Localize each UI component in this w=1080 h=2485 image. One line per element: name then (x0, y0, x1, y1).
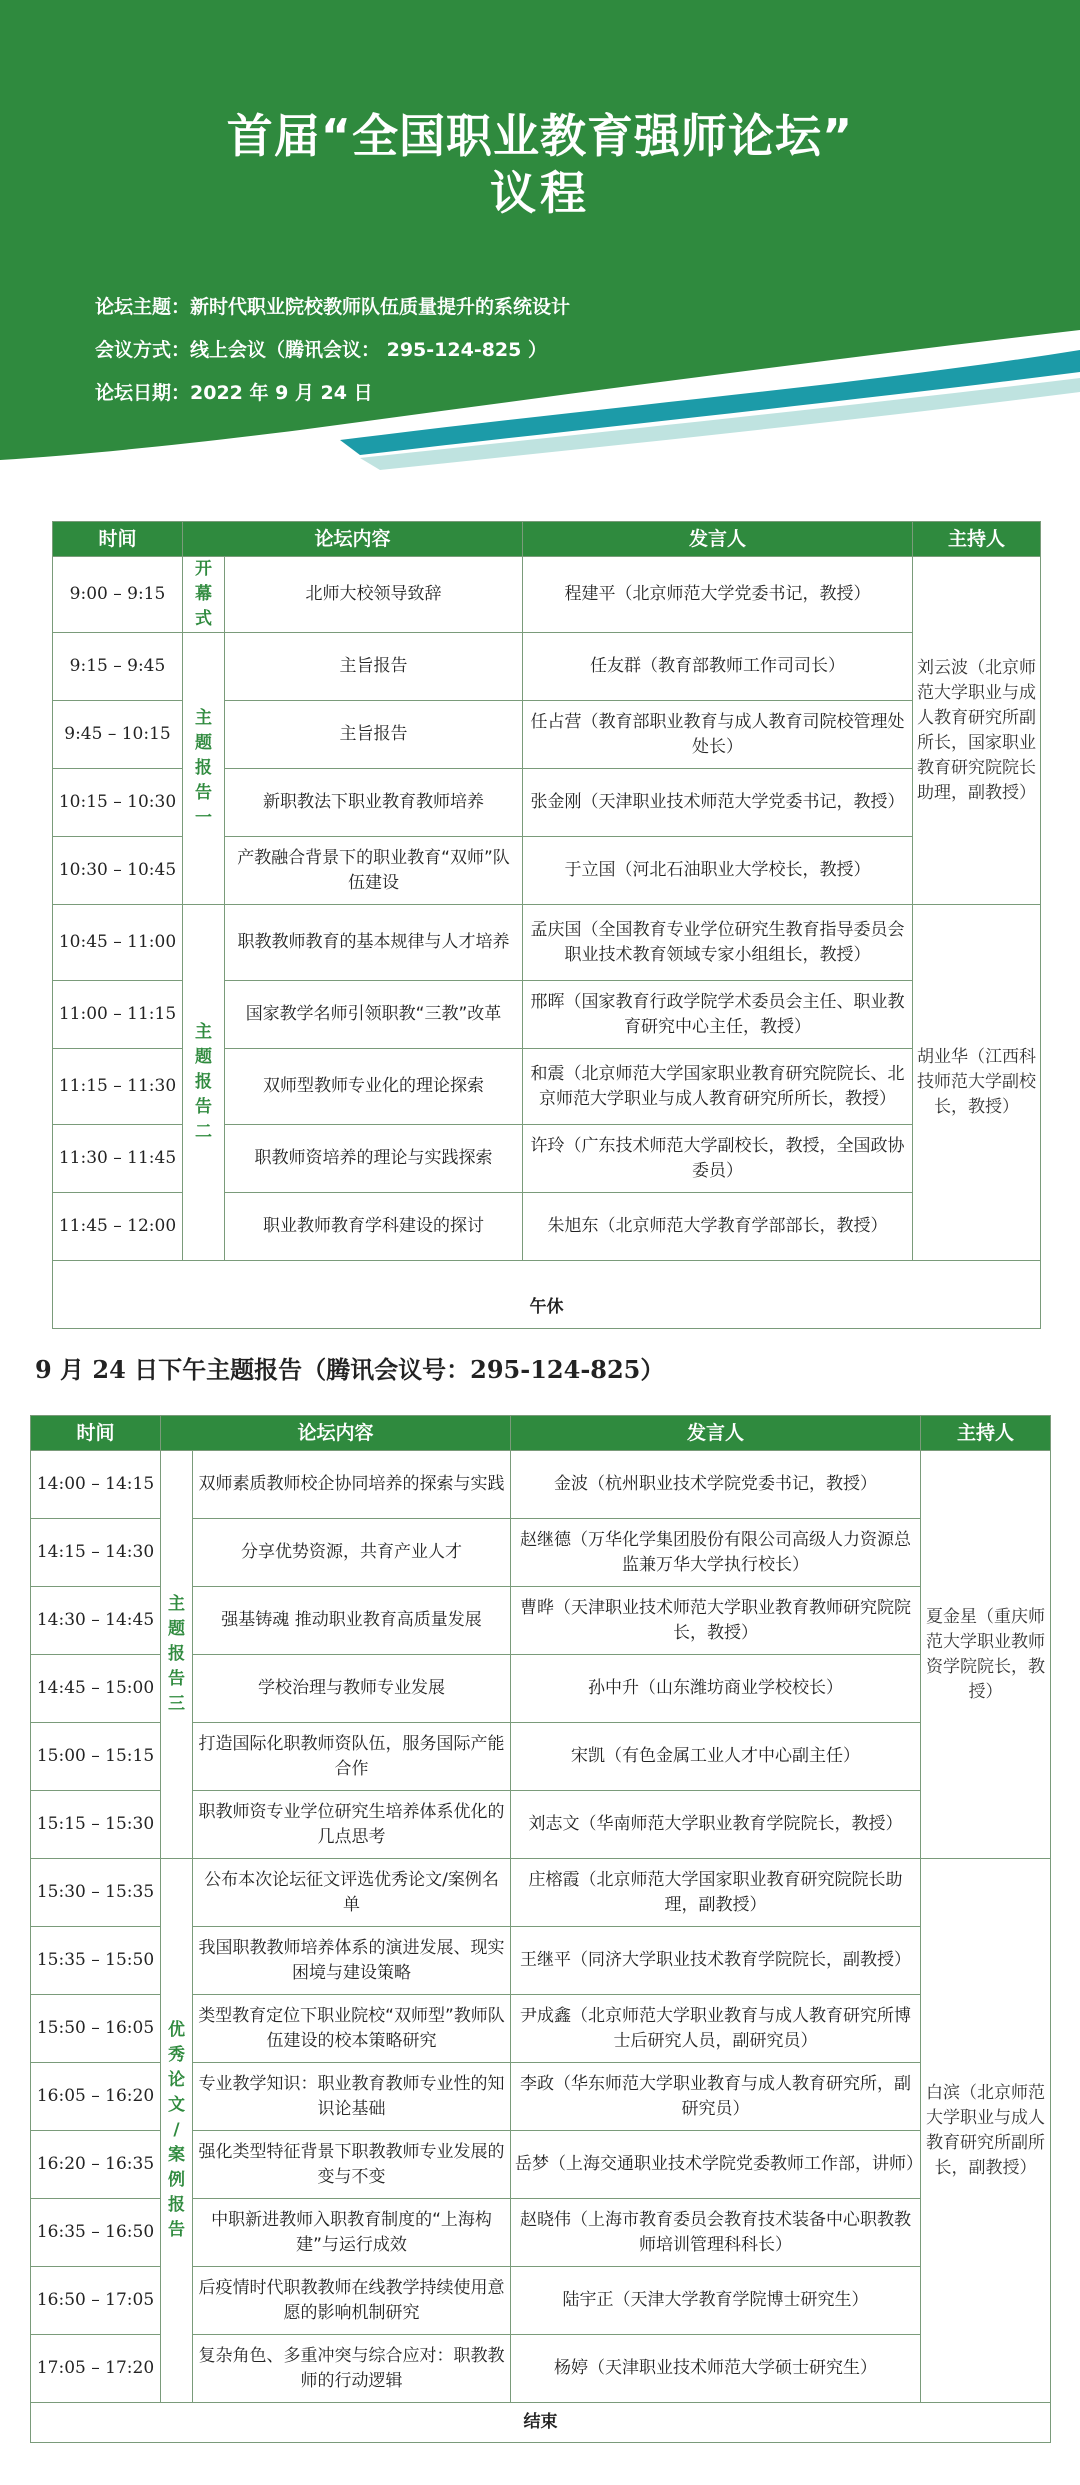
row-topic: 打造国际化职教师资队伍，服务国际产能合作 (193, 1723, 511, 1791)
table-row (53, 557, 1041, 633)
row-time: 14:30 – 14:45 (31, 1587, 161, 1655)
lunch-break-label: 午休 (53, 1261, 1041, 1329)
row-topic: 主旨报告 (225, 633, 523, 701)
row-speaker: 赵晓伟（上海市教育委员会教育技术装备中心职教教师培训管理科科长） (511, 2199, 921, 2267)
host-cell: 胡业华（江西科技师范大学副校长，教授） (913, 905, 1041, 1261)
segment-papers: 优 秀 论 文 / 案 例 报 告 (161, 1859, 193, 2403)
row-speaker: 张金刚（天津职业技术师范大学党委书记，教授） (523, 769, 913, 837)
row-topic: 职教师资专业学位研究生培养体系优化的几点思考 (193, 1791, 511, 1859)
row-topic: 强化类型特征背景下职教教师专业发展的变与不变 (193, 2131, 511, 2199)
row-topic: 类型教育定位下职业院校“双师型”教师队伍建设的校本策略研究 (193, 1995, 511, 2063)
row-topic: 国家教学名师引领职教“三教”改革 (225, 981, 523, 1049)
row-speaker: 曹晔（天津职业技术师范大学职业教育教师研究院院长，教授） (511, 1587, 921, 1655)
row-speaker: 孙中升（山东潍坊商业学校校长） (511, 1655, 921, 1723)
row-speaker: 王继平（同济大学职业技术教育学院院长，副教授） (511, 1927, 921, 1995)
row-speaker: 尹成鑫（北京师范大学职业教育与成人教育研究所博士后研究人员，副研究员） (511, 1995, 921, 2063)
row-topic: 职业教师教育学科建设的探讨 (225, 1193, 523, 1261)
row-speaker: 杨婷（天津职业技术师范大学硕士研究生） (511, 2335, 921, 2403)
row-speaker: 金波（杭州职业技术学院党委书记，教授） (511, 1451, 921, 1519)
row-speaker: 任友群（教育部教师工作司司长） (523, 633, 913, 701)
header-speaker: 发言人 (523, 522, 913, 557)
table-header-row (31, 1416, 1051, 1451)
row-topic: 主旨报告 (225, 701, 523, 769)
row-time: 14:00 – 14:15 (31, 1451, 161, 1519)
segment-theme-3: 主 题 报 告 三 (161, 1451, 193, 1859)
row-time: 15:35 – 15:50 (31, 1927, 161, 1995)
row-speaker: 于立国（河北石油职业大学校长，教授） (523, 837, 913, 905)
end-label: 结束 (31, 2403, 1051, 2443)
row-time: 9:45 – 10:15 (53, 701, 183, 769)
row-speaker: 许玲（广东技术师范大学副校长，教授，全国政协委员） (523, 1125, 913, 1193)
row-time: 10:30 – 10:45 (53, 837, 183, 905)
lunch-break-row (53, 1261, 1041, 1329)
table-row (53, 905, 1041, 981)
segment-opening: 开 幕 式 (183, 557, 225, 633)
segment-theme-1: 主 题 报 告 一 (183, 633, 225, 905)
row-time: 10:15 – 10:30 (53, 769, 183, 837)
row-time: 11:45 – 12:00 (53, 1193, 183, 1261)
row-time: 15:30 – 15:35 (31, 1859, 161, 1927)
row-topic: 双师型教师专业化的理论探索 (225, 1049, 523, 1125)
afternoon-section-title: 9 月 24 日下午主题报告（腾讯会议号：295-124-825） (35, 1355, 665, 1384)
row-speaker: 岳梦（上海交通职业技术学院党委教师工作部，讲师） (511, 2131, 921, 2199)
row-speaker: 任占营（教育部职业教育与成人教育司院校管理处处长） (523, 701, 913, 769)
row-time: 11:15 – 11:30 (53, 1049, 183, 1125)
row-speaker: 刘志文（华南师范大学职业教育学院院长，教授） (511, 1791, 921, 1859)
host-cell: 夏金星（重庆师范大学职业教师资学院院长，教授） (921, 1451, 1051, 1859)
row-topic: 公布本次论坛征文评选优秀论文/案例名单 (193, 1859, 511, 1927)
header-content: 论坛内容 (161, 1416, 511, 1451)
row-topic: 产教融合背景下的职业教育“双师”队伍建设 (225, 837, 523, 905)
table-row (31, 1859, 1051, 1927)
row-speaker: 朱旭东（北京师范大学教育学部部长，教授） (523, 1193, 913, 1261)
row-speaker: 和震（北京师范大学国家职业教育研究院院长、北京师范大学职业与成人教育研究所所长，教授） (523, 1049, 913, 1125)
header-host: 主持人 (913, 522, 1041, 557)
segment-theme-2: 主 题 报 告 二 (183, 905, 225, 1261)
page-subtitle: 议程 (490, 166, 590, 220)
table-header-row (53, 522, 1041, 557)
row-time: 10:45 – 11:00 (53, 905, 183, 981)
row-topic: 我国职教教师培养体系的演进发展、现实困境与建设策略 (193, 1927, 511, 1995)
row-time: 9:15 – 9:45 (53, 633, 183, 701)
table-row (53, 633, 1041, 701)
row-topic: 职教师资培养的理论与实践探索 (225, 1125, 523, 1193)
row-time: 16:50 – 17:05 (31, 2267, 161, 2335)
header-time: 时间 (31, 1416, 161, 1451)
row-topic: 职教教师教育的基本规律与人才培养 (225, 905, 523, 981)
row-topic: 北师大校领导致辞 (225, 557, 523, 633)
row-time: 14:45 – 15:00 (31, 1655, 161, 1723)
row-speaker: 邢晖（国家教育行政学院学术委员会主任、职业教育研究中心主任，教授） (523, 981, 913, 1049)
host-cell: 刘云波（北京师范大学职业与成人教育研究所副所长，国家职业教育研究院院长助理，副教授） (913, 557, 1041, 905)
row-topic: 双师素质教师校企协同培养的探索与实践 (193, 1451, 511, 1519)
row-speaker: 宋凯（有色金属工业人才中心副主任） (511, 1723, 921, 1791)
row-topic: 专业教学知识：职业教育教师专业性的知识论基础 (193, 2063, 511, 2131)
row-time: 16:05 – 16:20 (31, 2063, 161, 2131)
header-host: 主持人 (921, 1416, 1051, 1451)
row-speaker: 陆宇正（天津大学教育学院博士研究生） (511, 2267, 921, 2335)
row-time: 9:00 – 9:15 (53, 557, 183, 633)
row-speaker: 孟庆国（全国教育专业学位研究生教育指导委员会职业技术教育领域专家小组组长，教授） (523, 905, 913, 981)
forum-date: 论坛日期：2022 年 9 月 24 日 (95, 382, 373, 404)
row-topic: 强基铸魂 推动职业教育高质量发展 (193, 1587, 511, 1655)
host-cell: 白滨（北京师范大学职业与成人教育研究所副所长，副教授） (921, 1859, 1051, 2403)
row-time: 17:05 – 17:20 (31, 2335, 161, 2403)
page-title: 首届“全国职业教育强师论坛” (226, 109, 854, 163)
row-speaker: 李政（华东师范大学职业教育与成人教育研究所，副研究员） (511, 2063, 921, 2131)
header-content: 论坛内容 (183, 522, 523, 557)
row-speaker: 程建平（北京师范大学党委书记，教授） (523, 557, 913, 633)
table-row (31, 1451, 1051, 1519)
forum-theme: 论坛主题：新时代职业院校教师队伍质量提升的系统设计 (95, 296, 571, 318)
header-speaker: 发言人 (511, 1416, 921, 1451)
row-time: 16:20 – 16:35 (31, 2131, 161, 2199)
row-time: 15:15 – 15:30 (31, 1791, 161, 1859)
row-time: 11:30 – 11:45 (53, 1125, 183, 1193)
row-time: 15:00 – 15:15 (31, 1723, 161, 1791)
meeting-format: 会议方式：线上会议（腾讯会议： 295-124-825 ） (95, 339, 547, 361)
afternoon-agenda-table (30, 1415, 1051, 2443)
row-time: 16:35 – 16:50 (31, 2199, 161, 2267)
row-topic: 后疫情时代职教教师在线教学持续使用意愿的影响机制研究 (193, 2267, 511, 2335)
end-row (31, 2403, 1051, 2443)
banner-background (0, 0, 1080, 490)
row-speaker: 赵继德（万华化学集团股份有限公司高级人力资源总监兼万华大学执行校长） (511, 1519, 921, 1587)
row-topic: 学校治理与教师专业发展 (193, 1655, 511, 1723)
header-time: 时间 (53, 522, 183, 557)
row-topic: 复杂角色、多重冲突与综合应对：职教教师的行动逻辑 (193, 2335, 511, 2403)
row-topic: 新职教法下职业教育教师培养 (225, 769, 523, 837)
row-time: 11:00 – 11:15 (53, 981, 183, 1049)
row-time: 15:50 – 16:05 (31, 1995, 161, 2063)
row-topic: 中职新进教师入职教育制度的“上海构建”与运行成效 (193, 2199, 511, 2267)
row-speaker: 庄榕霞（北京师范大学国家职业教育研究院院长助理，副教授） (511, 1859, 921, 1927)
header-banner (0, 0, 1080, 490)
morning-agenda-table (52, 521, 1041, 1329)
row-time: 14:15 – 14:30 (31, 1519, 161, 1587)
row-topic: 分享优势资源，共育产业人才 (193, 1519, 511, 1587)
